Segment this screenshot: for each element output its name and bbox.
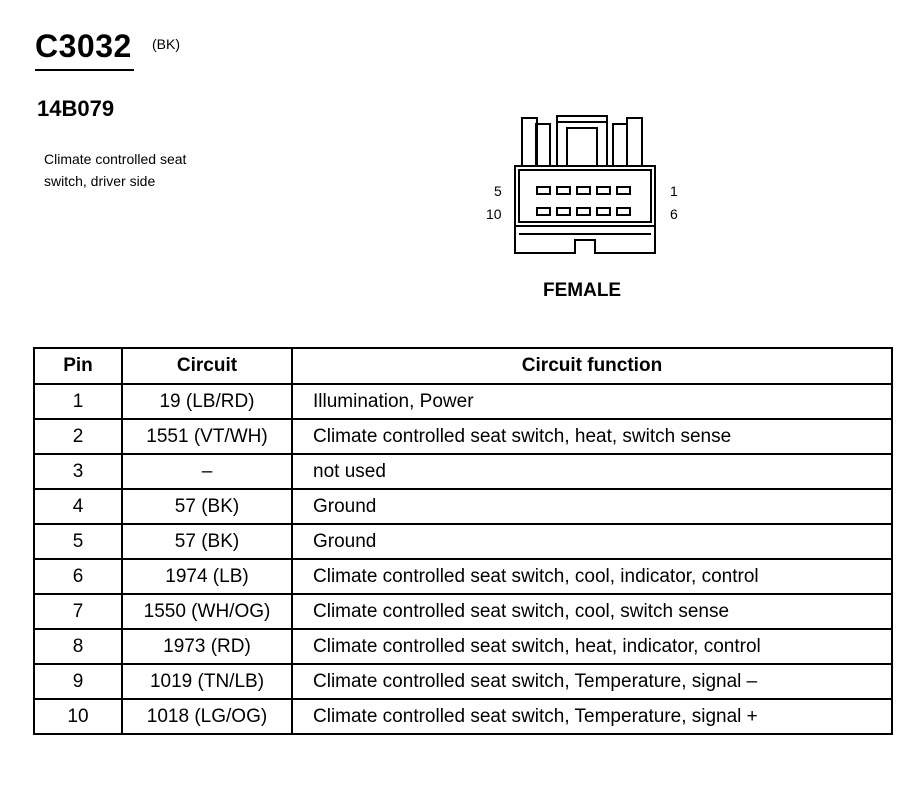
cell-pin: 4 bbox=[34, 489, 122, 524]
cell-function: Climate controlled seat switch, cool, switch sense bbox=[292, 594, 892, 629]
header-function: Circuit function bbox=[292, 348, 892, 384]
cell-function: Illumination, Power bbox=[292, 384, 892, 419]
table-row bbox=[34, 664, 892, 699]
connector-gender: FEMALE bbox=[543, 280, 622, 301]
cell-pin: 7 bbox=[34, 594, 122, 629]
cell-pin: 6 bbox=[34, 559, 122, 594]
cell-circuit: 1018 (LG/OG) bbox=[122, 699, 292, 734]
connector-drawing bbox=[505, 108, 665, 258]
table-row bbox=[34, 629, 892, 664]
cell-pin: 1 bbox=[34, 384, 122, 419]
table-header-row bbox=[34, 348, 892, 384]
cell-pin: 2 bbox=[34, 419, 122, 454]
cell-function: Climate controlled seat switch, heat, switch sense bbox=[292, 419, 892, 454]
table-row bbox=[34, 384, 892, 419]
connector-body bbox=[515, 166, 655, 226]
latch-left-tab bbox=[522, 118, 537, 166]
cell-function: Climate controlled seat switch, cool, indicator, control bbox=[292, 559, 892, 594]
cell-pin: 8 bbox=[34, 629, 122, 664]
cell-function: not used bbox=[292, 454, 892, 489]
cell-circuit: 1551 (VT/WH) bbox=[122, 419, 292, 454]
table-row bbox=[34, 524, 892, 559]
cell-circuit: 1974 (LB) bbox=[122, 559, 292, 594]
cell-function: Climate controlled seat switch, Temperature, signal + bbox=[292, 699, 892, 734]
cell-pin: 3 bbox=[34, 454, 122, 489]
pin-label-10: 10 bbox=[486, 206, 502, 222]
header-pin: Pin bbox=[34, 348, 122, 384]
table-row bbox=[34, 419, 892, 454]
pin-label-5: 5 bbox=[494, 183, 502, 199]
connector-key bbox=[515, 226, 655, 253]
table-row bbox=[34, 454, 892, 489]
part-number: 14B079 bbox=[37, 96, 115, 121]
connector-id-underline bbox=[35, 69, 134, 71]
cell-circuit: – bbox=[122, 454, 292, 489]
latch-center-frame bbox=[557, 116, 607, 166]
cell-circuit: 19 (LB/RD) bbox=[122, 384, 292, 419]
table-row bbox=[34, 489, 892, 524]
cell-pin: 5 bbox=[34, 524, 122, 559]
cell-circuit: 57 (BK) bbox=[122, 524, 292, 559]
cell-circuit: 1019 (TN/LB) bbox=[122, 664, 292, 699]
latch-right-tab bbox=[627, 118, 642, 166]
latch-left-inner bbox=[536, 124, 550, 166]
table-row bbox=[34, 594, 892, 629]
cell-function: Ground bbox=[292, 524, 892, 559]
pinout-table bbox=[33, 347, 893, 735]
cell-circuit: 1973 (RD) bbox=[122, 629, 292, 664]
latch-center-window bbox=[567, 128, 597, 166]
cell-function: Ground bbox=[292, 489, 892, 524]
connector-color: (BK) bbox=[152, 36, 180, 52]
table-row bbox=[34, 559, 892, 594]
cell-circuit: 57 (BK) bbox=[122, 489, 292, 524]
cell-function: Climate controlled seat switch, heat, indicator, control bbox=[292, 629, 892, 664]
cell-pin: 9 bbox=[34, 664, 122, 699]
header-circuit: Circuit bbox=[122, 348, 292, 384]
connector-id: C3032 bbox=[35, 28, 132, 64]
latch-right-inner bbox=[613, 124, 627, 166]
pin-label-1: 1 bbox=[670, 183, 678, 199]
cell-circuit: 1550 (WH/OG) bbox=[122, 594, 292, 629]
pin-label-6: 6 bbox=[670, 206, 678, 222]
cell-pin: 10 bbox=[34, 699, 122, 734]
table-row bbox=[34, 699, 892, 734]
connector-description: Climate controlled seat switch, driver side bbox=[44, 151, 187, 189]
cell-function: Climate controlled seat switch, Temperature, signal – bbox=[292, 664, 892, 699]
